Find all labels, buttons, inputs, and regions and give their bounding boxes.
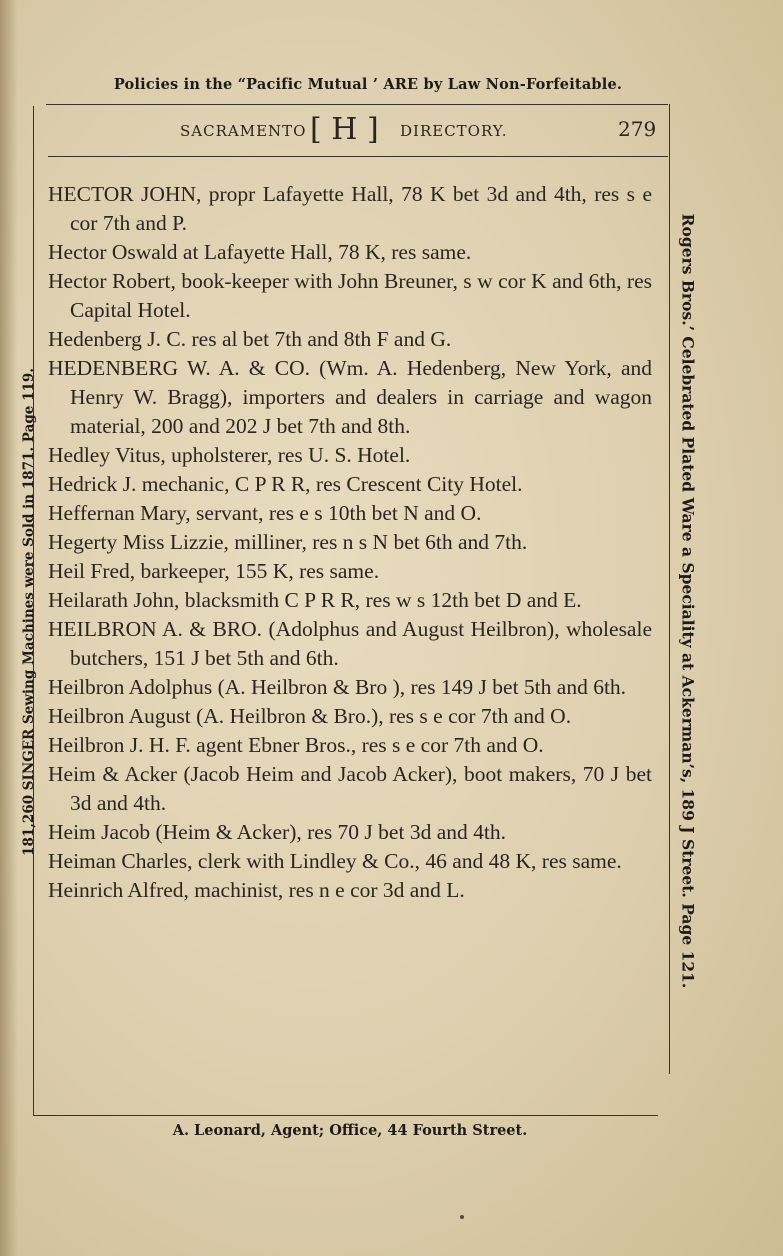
top-rule bbox=[46, 104, 668, 105]
right-margin-text: Rogers Bros.’ Celebrated Plated Ware a Speciality at Ackerman’s, 189 J Street. Page 121. bbox=[678, 213, 698, 989]
frame-right-rule bbox=[669, 104, 670, 1074]
directory-entry: HEDENBERG W. A. & CO. (Wm. A. Hedenberg, New York, and Henry W. Bragg), importers and dealers in carriage and wagon material, 200 and 202 J bet 7th and 8th. bbox=[48, 356, 652, 438]
top-advertisement: Policies in the “Pacific Mutual ’ ARE by Law Non-Forfeitable. bbox=[113, 76, 623, 93]
running-head-city: SACRAMENTO bbox=[180, 122, 307, 140]
directory-entry: Hedley Vitus, upholsterer, res U. S. Hotel. bbox=[48, 443, 411, 467]
directory-entry: Heiman Charles, clerk with Lindley & Co., 46 and 48 K, res same. bbox=[48, 849, 622, 873]
directory-entry: Hector Robert, book-keeper with John Breuner, s w cor K and 6th, res Capital Hotel. bbox=[48, 269, 652, 322]
page-number: 279 bbox=[618, 117, 657, 141]
running-head-directory: DIRECTORY. bbox=[400, 122, 508, 140]
bottom-advertisement: A. Leonard, Agent; Office, 44 Fourth Street. bbox=[172, 1122, 528, 1139]
paper-speck bbox=[460, 1215, 464, 1219]
directory-entry: HEILBRON A. & BRO. (Adolphus and August Heilbron), wholesale butchers, 151 J bet 5th and 6th. bbox=[48, 617, 652, 670]
directory-entry: Heil Fred, barkeeper, 155 K, res same. bbox=[48, 559, 380, 583]
directory-entry: Heilbron Adolphus (A. Heilbron & Bro ), res 149 J bet 5th and 6th. bbox=[48, 675, 627, 699]
left-margin-text: 181,260 SINGER Sewing Machines were Sold in 1871. Page 119. bbox=[21, 368, 37, 856]
directory-entry: Heilbron J. H. F. agent Ebner Bros., res s e cor 7th and O. bbox=[48, 733, 544, 757]
spine-shadow bbox=[0, 0, 18, 1256]
directory-entry: Heffernan Mary, servant, res e s 10th bet N and O. bbox=[48, 501, 482, 525]
directory-entry: Hegerty Miss Lizzie, milliner, res n s N bet 6th and 7th. bbox=[48, 530, 528, 554]
directory-entry: Heinrich Alfred, machinist, res n e cor 3d and L. bbox=[48, 878, 465, 902]
directory-entry: Heilarath John, blacksmith C P R R, res w s 12th bet D and E. bbox=[48, 588, 582, 612]
directory-entry: Hector Oswald at Lafayette Hall, 78 K, res same. bbox=[48, 240, 472, 264]
directory-entry: Heim & Acker (Jacob Heim and Jacob Acker), boot makers, 70 J bet 3d and 4th. bbox=[48, 762, 652, 815]
directory-entry: Heilbron August (A. Heilbron & Bro.), res s e cor 7th and O. bbox=[48, 704, 572, 728]
header-rule bbox=[48, 156, 668, 157]
running-head-letter: [ H ] bbox=[310, 112, 379, 147]
directory-entry: Hedrick J. mechanic, C P R R, res Crescent City Hotel. bbox=[48, 472, 523, 496]
running-head bbox=[48, 112, 668, 156]
directory-entries bbox=[48, 180, 652, 905]
directory-entry: Hedenberg J. C. res al bet 7th and 8th F and G. bbox=[48, 327, 452, 351]
directory-entry: Heim Jacob (Heim & Acker), res 70 J bet 3d and 4th. bbox=[48, 820, 506, 844]
directory-entry: HECTOR JOHN, propr Lafayette Hall, 78 K bet 3d and 4th, res s e cor 7th and P. bbox=[48, 182, 652, 235]
